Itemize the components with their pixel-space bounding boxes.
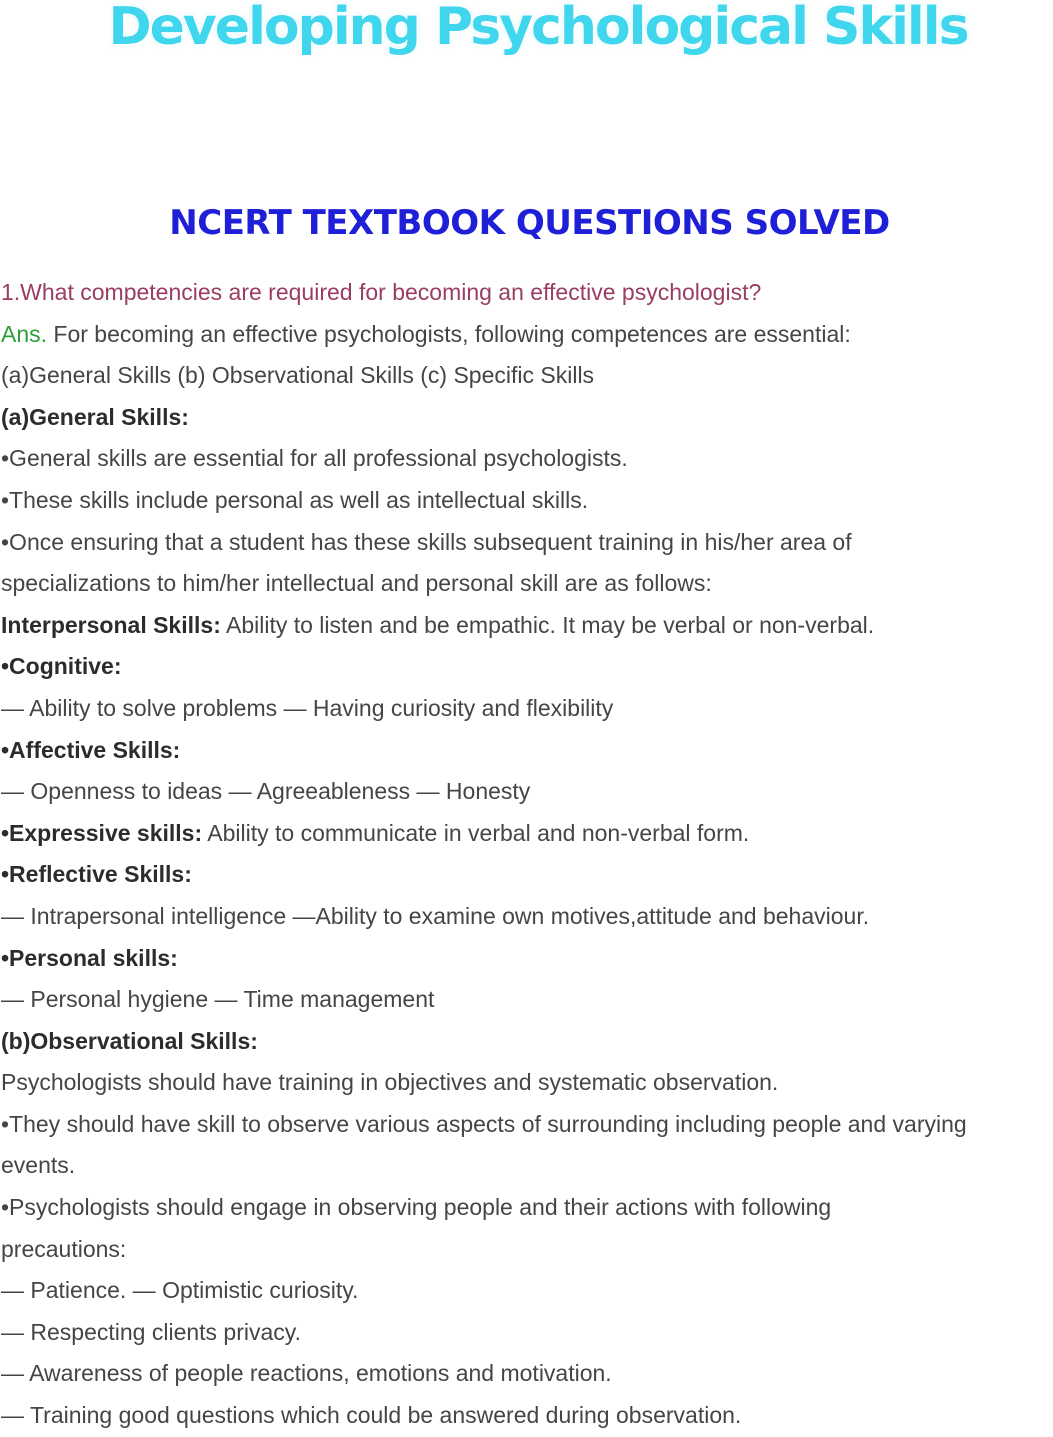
- observational-skills-heading: (b)Observational Skills:: [1, 1027, 258, 1054]
- general-skills-point: •Once ensuring that a student has these skills subsequent training in his/her area of: [1, 528, 852, 555]
- observational-line: — Respecting clients privacy.: [1, 1318, 301, 1345]
- cognitive-label: •Cognitive:: [1, 653, 122, 680]
- affective-label: •Affective Skills:: [1, 736, 181, 763]
- reflective-label: •Reflective Skills:: [1, 861, 192, 888]
- expressive-skills: [1, 813, 1053, 855]
- answer-intro-text: For becoming an effective psychologists, following competences are essential:: [47, 320, 851, 347]
- affective-text: — Openness to ideas — Agreeableness — Honesty: [1, 778, 531, 805]
- expressive-skills-label: •Expressive skills:: [1, 819, 203, 846]
- observational-line: •They should have skill to observe various aspects of surrounding including people and varying: [1, 1110, 967, 1137]
- observational-line: Psychologists should have training in objectives and systematic observation.: [1, 1069, 779, 1096]
- observational-line: — Training good questions which could be answered during observation.: [1, 1402, 742, 1429]
- answer-label: Ans.: [1, 320, 48, 347]
- question-text: 1.What competencies are required for becoming an effective psychologist?: [1, 279, 762, 305]
- answer-categories: (a)General Skills (b) Observational Skills (c) Specific Skills: [1, 362, 595, 389]
- answer-intro: [1, 314, 1053, 356]
- interpersonal-skills-label: Interpersonal Skills:: [1, 611, 221, 638]
- interpersonal-skills-text: Ability to listen and be empathic. It may be verbal or non-verbal.: [220, 611, 875, 638]
- personal-label: •Personal skills:: [1, 944, 178, 971]
- reflective-text: — Intrapersonal intelligence —Ability to examine own motives,attitude and behaviour.: [1, 902, 870, 929]
- section-heading: NCERT TEXTBOOK QUESTIONS SOLVED: [169, 203, 890, 243]
- observational-line: — Patience. — Optimistic curiosity.: [1, 1277, 359, 1304]
- general-skills-point: •These skills include personal as well as intellectual skills.: [1, 486, 589, 513]
- personal-text: — Personal hygiene — Time management: [1, 986, 435, 1013]
- observational-line: precautions:: [1, 1235, 127, 1262]
- expressive-skills-text: Ability to communicate in verbal and non-verbal form.: [202, 819, 750, 846]
- general-skills-heading: (a)General Skills:: [1, 403, 189, 430]
- observational-line: •Psychologists should engage in observing people and their actions with following: [1, 1194, 832, 1221]
- article-content: [1, 272, 1053, 1437]
- cognitive-text: — Ability to solve problems — Having curiosity and flexibility: [1, 694, 614, 721]
- page-title: Developing Psychological Skills: [108, 0, 968, 57]
- observational-line: events.: [1, 1152, 76, 1179]
- general-skills-point: specializations to him/her intellectual and personal skill are as follows:: [1, 570, 712, 597]
- observational-line: — Awareness of people reactions, emotions and motivation.: [1, 1360, 612, 1387]
- interpersonal-skills: [1, 605, 1053, 647]
- general-skills-point: •General skills are essential for all professional psychologists.: [1, 445, 628, 472]
